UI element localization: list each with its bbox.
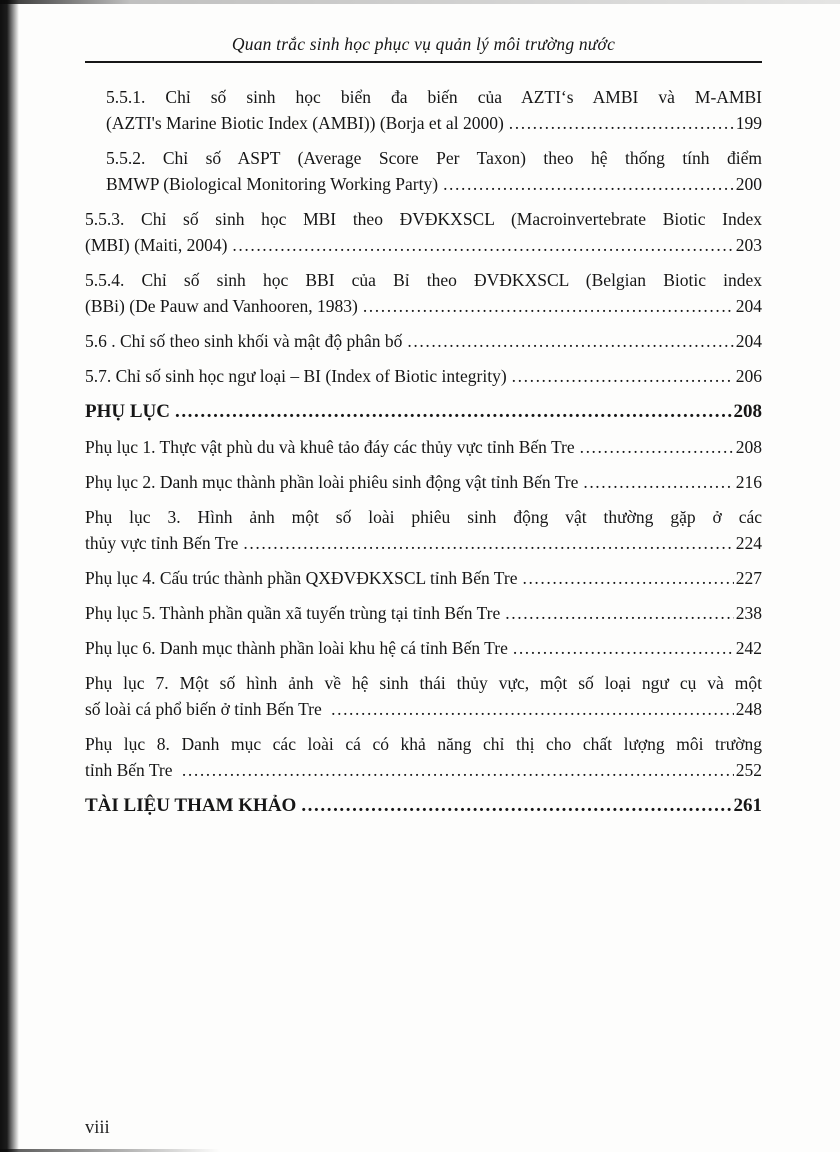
- toc-leader-dots: [402, 328, 733, 354]
- toc-page-number: 200: [735, 174, 762, 194]
- toc-page-number: 224: [735, 533, 762, 553]
- toc-page-number: 199: [735, 113, 762, 133]
- toc-entry-text: PHỤ LỤC: [85, 401, 170, 422]
- toc-entry-lastline: [85, 792, 762, 819]
- toc-leader-dots: [227, 232, 733, 258]
- toc-leader-dots: [177, 757, 734, 783]
- toc-entry-lastline: [85, 635, 762, 661]
- toc-entry: [85, 434, 762, 460]
- toc-entry: [85, 731, 762, 783]
- toc-entry-lastline: [85, 363, 762, 389]
- page-number: viii: [85, 1118, 110, 1138]
- toc-page-number: 261: [733, 795, 762, 816]
- toc-entry-lastline: [85, 398, 762, 425]
- toc-page-number: 204: [735, 296, 762, 316]
- toc-leader-dots: [504, 110, 734, 136]
- toc-leader-dots: [508, 635, 734, 661]
- toc-entry-text: 5.6 . Chỉ số theo sinh khối và mật độ phân bố: [85, 331, 403, 351]
- toc-entry: [85, 792, 762, 819]
- toc-entry: [85, 363, 762, 389]
- toc-entry-line: Phụ lục 3. Hình ảnh một số loài phiêu sinh động vật thường gặp ở các: [85, 507, 762, 527]
- toc-entry: [85, 398, 762, 425]
- toc-entry-lastline: [85, 565, 762, 591]
- toc-entry-line: 5.5.1. Chỉ số sinh học biển đa biến của AZTI‘s AMBI và M-AMBI: [106, 87, 762, 107]
- toc-entry-text: 5.7. Chỉ số sinh học ngư loại – BI (Index of Biotic integrity): [85, 366, 507, 386]
- table-of-contents: [0, 63, 840, 819]
- toc-entry-lastline: [85, 328, 762, 354]
- page-header: [0, 0, 840, 63]
- toc-entry-text: Phụ lục 6. Danh mục thành phần loài khu hệ cá tỉnh Bến Tre: [85, 638, 508, 658]
- toc-leader-dots: [358, 293, 734, 319]
- toc-entry: [85, 328, 762, 354]
- toc-page-number: 203: [735, 235, 762, 255]
- toc-entry: [85, 670, 762, 722]
- toc-page-number: 206: [735, 366, 762, 386]
- toc-leader-dots: [170, 398, 732, 425]
- toc-leader-dots: [507, 363, 734, 389]
- toc-entry-text: BMWP (Biological Monitoring Working Party): [106, 174, 439, 194]
- toc-leader-dots: [500, 600, 733, 626]
- toc-entry: [85, 565, 762, 591]
- toc-entry-text: tỉnh Bến Tre: [85, 760, 177, 780]
- toc-leader-dots: [578, 469, 733, 495]
- scan-edge-left-artifact: [0, 0, 20, 1152]
- toc-entry-text: Phụ lục 1. Thực vật phù du và khuê tảo đáy các thủy vực tỉnh Bến Tre: [85, 437, 575, 457]
- toc-page-number: 227: [735, 568, 762, 588]
- toc-entry-line: Phụ lục 7. Một số hình ảnh về hệ sinh thái thủy vực, một số loại ngư cụ và một: [85, 673, 762, 693]
- toc-leader-dots: [296, 792, 731, 819]
- toc-entry-text: Phụ lục 2. Danh mục thành phần loài phiêu sinh động vật tỉnh Bến Tre: [85, 472, 579, 492]
- toc-entry-lastline: [85, 434, 762, 460]
- toc-entry-lastline: [85, 600, 762, 626]
- toc-leader-dots: [517, 565, 733, 591]
- toc-entry-lastline: [85, 232, 762, 258]
- toc-entry-lastline: [85, 696, 762, 722]
- toc-entry-text: Phụ lục 4. Cấu trúc thành phần QXĐVĐKXSCL tỉnh Bến Tre: [85, 568, 518, 588]
- toc-entry-line: Phụ lục 8. Danh mục các loài cá có khả năng chỉ thị cho chất lượng môi trường: [85, 734, 762, 754]
- toc-entry-line: 5.5.2. Chỉ số ASPT (Average Score Per Taxon) theo hệ thống tính điểm: [106, 148, 762, 168]
- toc-entry-lastline: [106, 171, 762, 197]
- toc-entry: [85, 206, 762, 258]
- toc-page-number: 248: [735, 699, 762, 719]
- toc-entry-text: Phụ lục 5. Thành phần quần xã tuyến trùng tại tỉnh Bến Tre: [85, 603, 501, 623]
- toc-page-number: 252: [735, 760, 762, 780]
- toc-page-number: 208: [735, 437, 762, 457]
- toc-page-number: 204: [735, 331, 762, 351]
- page-footer: [85, 1118, 110, 1139]
- toc-entry-lastline: [85, 469, 762, 495]
- toc-entry-text: thủy vực tỉnh Bến Tre: [85, 533, 239, 553]
- toc-page-number: 208: [733, 401, 762, 422]
- toc-entry-line: 5.5.4. Chỉ số sinh học BBI của Bỉ theo ĐVĐKXSCL (Belgian Biotic index: [85, 270, 762, 290]
- toc-entry: [85, 469, 762, 495]
- toc-leader-dots: [438, 171, 734, 197]
- toc-entry-lastline: [85, 293, 762, 319]
- toc-entry: [85, 635, 762, 661]
- toc-entry-text: (MBI) (Maiti, 2004): [85, 235, 228, 255]
- toc-leader-dots: [238, 530, 733, 556]
- toc-entry: [106, 84, 762, 136]
- toc-entry: [85, 267, 762, 319]
- toc-entry-text: TÀI LIỆU THAM KHẢO: [85, 795, 297, 816]
- toc-entry-lastline: [85, 757, 762, 783]
- toc-entry-text: (BBi) (De Pauw and Vanhooren, 1983): [85, 296, 358, 316]
- toc-entry-line: 5.5.3. Chỉ số sinh học MBI theo ĐVĐKXSCL (Macroinvertebrate Biotic Index: [85, 209, 762, 229]
- toc-leader-dots: [575, 434, 734, 460]
- toc-page-number: 242: [735, 638, 762, 658]
- toc-entry-text: số loài cá phổ biến ở tỉnh Bến Tre: [85, 699, 327, 719]
- running-head-title: Quan trắc sinh học phục vụ quản lý môi trường nước: [231, 34, 616, 54]
- toc-entry-lastline: [85, 530, 762, 556]
- toc-leader-dots: [326, 696, 734, 722]
- toc-entry: [85, 504, 762, 556]
- toc-page-number: 238: [735, 603, 762, 623]
- toc-entry-text: (AZTI's Marine Biotic Index (AMBI)) (Borja et al 2000): [106, 113, 504, 133]
- toc-entry: [85, 600, 762, 626]
- scan-edge-top-artifact: [0, 0, 840, 4]
- toc-entry-lastline: [106, 110, 762, 136]
- toc-entry: [106, 145, 762, 197]
- toc-page-number: 216: [735, 472, 762, 492]
